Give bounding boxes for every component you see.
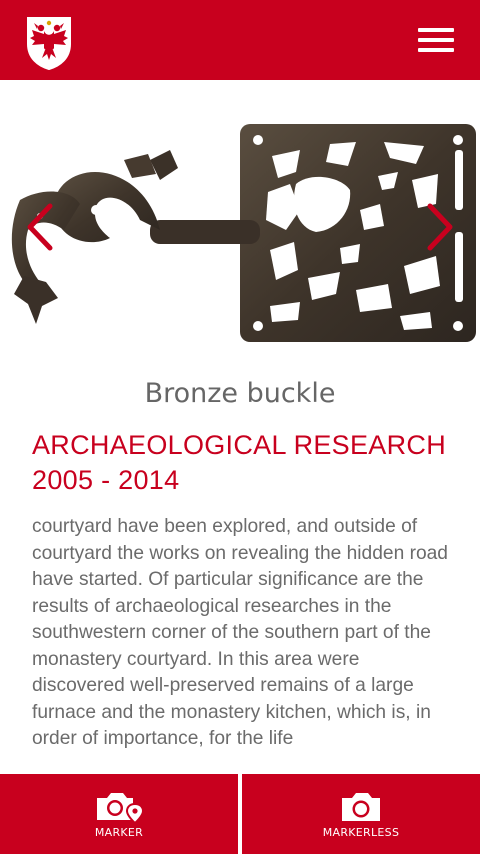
menu-bar (418, 28, 454, 32)
section-title: ARCHAEOLOGICAL RESEARCH 2005 - 2014 (32, 430, 446, 495)
camera-location-icon (93, 790, 145, 828)
markerless-tab-button[interactable] (242, 774, 480, 854)
chevron-right-icon[interactable] (426, 202, 456, 252)
hamburger-menu-icon[interactable] (418, 28, 454, 52)
marker-label: MARKER (94, 826, 144, 839)
image-caption: Bronze buckle (144, 378, 336, 409)
image-gallery[interactable] (0, 80, 480, 370)
top-app-bar (0, 0, 480, 80)
menu-bar (418, 48, 454, 52)
markerless-label: MARKERLESS (322, 826, 400, 839)
article-body: courtyard have been explored, and outside of courtyard the works on revealing the hidden road have started. Of particular significance are the results of archaeological researches in the southwestern corner of the southern part of the monastery courtyard. In this area were discovered well-preserved remains of a large furnace and the monastery kitchen, which is, in order of importance, for the life (32, 516, 448, 749)
camera-icon (339, 790, 383, 828)
bronze-buckle-image (0, 80, 480, 370)
eagle-logo-icon[interactable] (24, 14, 74, 70)
menu-bar (418, 38, 454, 42)
marker-tab-button[interactable] (0, 774, 238, 854)
bottom-navigation (0, 774, 480, 854)
chevron-left-icon[interactable] (24, 202, 54, 252)
